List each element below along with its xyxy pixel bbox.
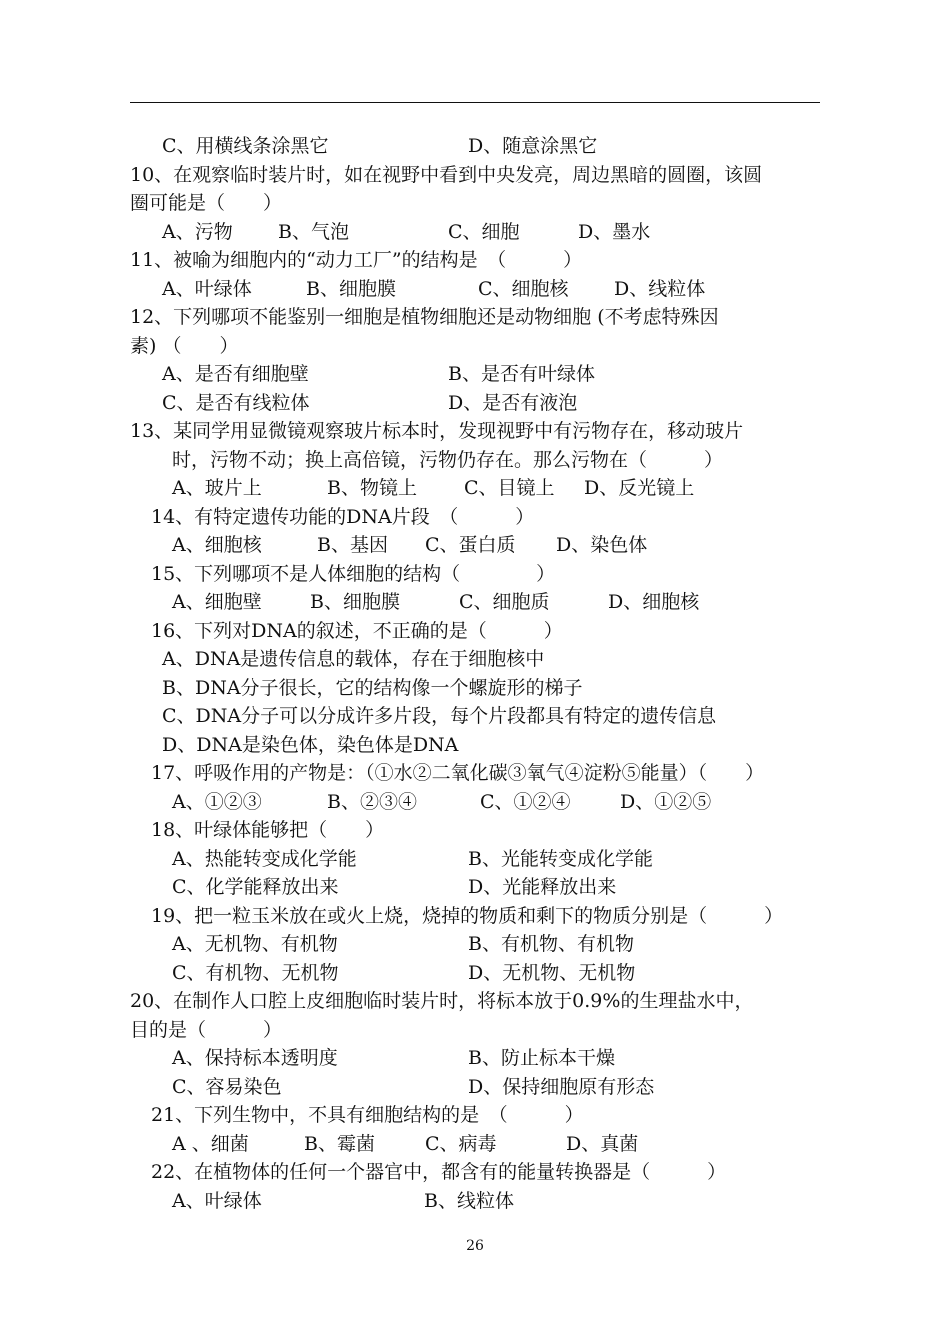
question-text: 20、在制作人口腔上皮细胞临时装片时，将标本放于0.9%的生理盐水中， xyxy=(130,990,754,1012)
answer-option: C、有机物、无机物 xyxy=(172,962,339,984)
answer-option: B、霉菌 xyxy=(304,1133,375,1155)
answer-option: D、保持细胞原有形态 xyxy=(468,1076,655,1098)
answer-option: B、有机物、有机物 xyxy=(468,933,634,955)
answer-option: C、病毒 xyxy=(425,1133,497,1155)
question-text: 10、在观察临时装片时，如在视野中看到中央发亮，周边黑暗的圆圈，该圆 xyxy=(130,164,763,186)
answer-option: B、②③④ xyxy=(327,791,417,813)
question-text: D、DNA是染色体，染色体是DNA xyxy=(162,734,459,756)
answer-option: B、基因 xyxy=(317,534,388,556)
answer-option: A、无机物、有机物 xyxy=(172,933,338,955)
answer-option: A、污物 xyxy=(162,221,233,243)
answer-option: C、目镜上 xyxy=(464,477,555,499)
answer-option: D、①②⑤ xyxy=(620,791,712,813)
answer-option: D、光能释放出来 xyxy=(468,876,617,898)
answer-option: C、细胞核 xyxy=(478,278,569,300)
question-text: 11、被喻为细胞内的“动力工厂”的结构是 （ ） xyxy=(130,249,583,271)
question-text: 14、有特定遗传功能的DNA片段 （ ） xyxy=(151,506,535,528)
question-text: 13、某同学用显微镜观察玻片标本时，发现视野中有污物存在，移动玻片 xyxy=(130,420,744,442)
answer-option: A、是否有细胞壁 xyxy=(162,363,309,385)
answer-option: B、气泡 xyxy=(278,221,349,243)
question-text: 19、把一粒玉米放在或火上烧，烧掉的物质和剩下的物质分别是（ ） xyxy=(151,905,784,927)
question-text: C、DNA分子可以分成许多片段，每个片段都具有特定的遗传信息 xyxy=(162,705,717,727)
answer-option: A、细胞核 xyxy=(172,534,262,556)
answer-option: D、墨水 xyxy=(578,221,651,243)
answer-option: A、细胞壁 xyxy=(172,591,262,613)
question-text: 素) （ ） xyxy=(130,335,239,357)
answer-option: C、细胞 xyxy=(448,221,520,243)
answer-option: A、①②③ xyxy=(172,791,262,813)
answer-option: D、无机物、无机物 xyxy=(468,962,636,984)
question-text: 21、下列生物中，不具有细胞结构的是 （ ） xyxy=(151,1104,584,1126)
question-text: 17、呼吸作用的产物是：（①水②二氧化碳③氧气④淀粉⑤能量）（ ） xyxy=(151,762,765,784)
answer-option: C、是否有线粒体 xyxy=(162,392,310,414)
answer-option: D、细胞核 xyxy=(608,591,700,613)
answer-option: A、叶绿体 xyxy=(162,278,252,300)
question-text: 时，污物不动；换上高倍镜，污物仍存在。那么污物在（ ） xyxy=(172,449,724,471)
question-text: 15、下列哪项不是人体细胞的结构（ ） xyxy=(151,563,556,585)
answer-option: B、是否有叶绿体 xyxy=(448,363,595,385)
answer-option: C、蛋白质 xyxy=(425,534,516,556)
answer-option: B、物镜上 xyxy=(327,477,417,499)
question-text: 目的是（ ） xyxy=(130,1019,283,1041)
question-text: 12、下列哪项不能鉴别一细胞是植物细胞还是动物细胞 (不考虑特殊因 xyxy=(130,306,719,328)
answer-option: B、光能转变成化学能 xyxy=(468,848,653,870)
answer-option: C、细胞质 xyxy=(459,591,550,613)
answer-option: D、染色体 xyxy=(556,534,648,556)
answer-option: A 、细菌 xyxy=(172,1133,249,1155)
question-text: 22、在植物体的任何一个器官中，都含有的能量转换器是（ ） xyxy=(151,1161,727,1183)
answer-option: D、反光镜上 xyxy=(584,477,695,499)
question-text: A、DNA是遗传信息的载体，存在于细胞核中 xyxy=(162,648,545,670)
answer-option: C、用横线条涂黑它 xyxy=(162,135,329,157)
page-number: 26 xyxy=(466,1238,484,1254)
answer-option: A、保持标本透明度 xyxy=(172,1047,338,1069)
answer-option: B、细胞膜 xyxy=(306,278,396,300)
answer-option: D、线粒体 xyxy=(614,278,706,300)
header-rule xyxy=(130,102,820,103)
question-text: 16、下列对DNA的叙述，不正确的是（ ） xyxy=(151,620,563,642)
answer-option: A、热能转变成化学能 xyxy=(172,848,357,870)
answer-option: A、玻片上 xyxy=(172,477,262,499)
answer-option: B、线粒体 xyxy=(424,1190,514,1212)
answer-option: C、①②④ xyxy=(480,791,571,813)
answer-option: C、容易染色 xyxy=(172,1076,282,1098)
question-text: 圈可能是（ ） xyxy=(130,192,283,214)
answer-option: C、化学能释放出来 xyxy=(172,876,339,898)
answer-option: D、随意涂黑它 xyxy=(468,135,598,157)
answer-option: B、防止标本干燥 xyxy=(468,1047,615,1069)
answer-option: D、是否有液泡 xyxy=(448,392,578,414)
answer-option: D、真菌 xyxy=(566,1133,639,1155)
question-text: 18、叶绿体能够把（ ） xyxy=(151,819,385,841)
answer-option: A、叶绿体 xyxy=(172,1190,262,1212)
question-text: B、DNA分子很长，它的结构像一个螺旋形的梯子 xyxy=(162,677,583,699)
answer-option: B、细胞膜 xyxy=(310,591,400,613)
